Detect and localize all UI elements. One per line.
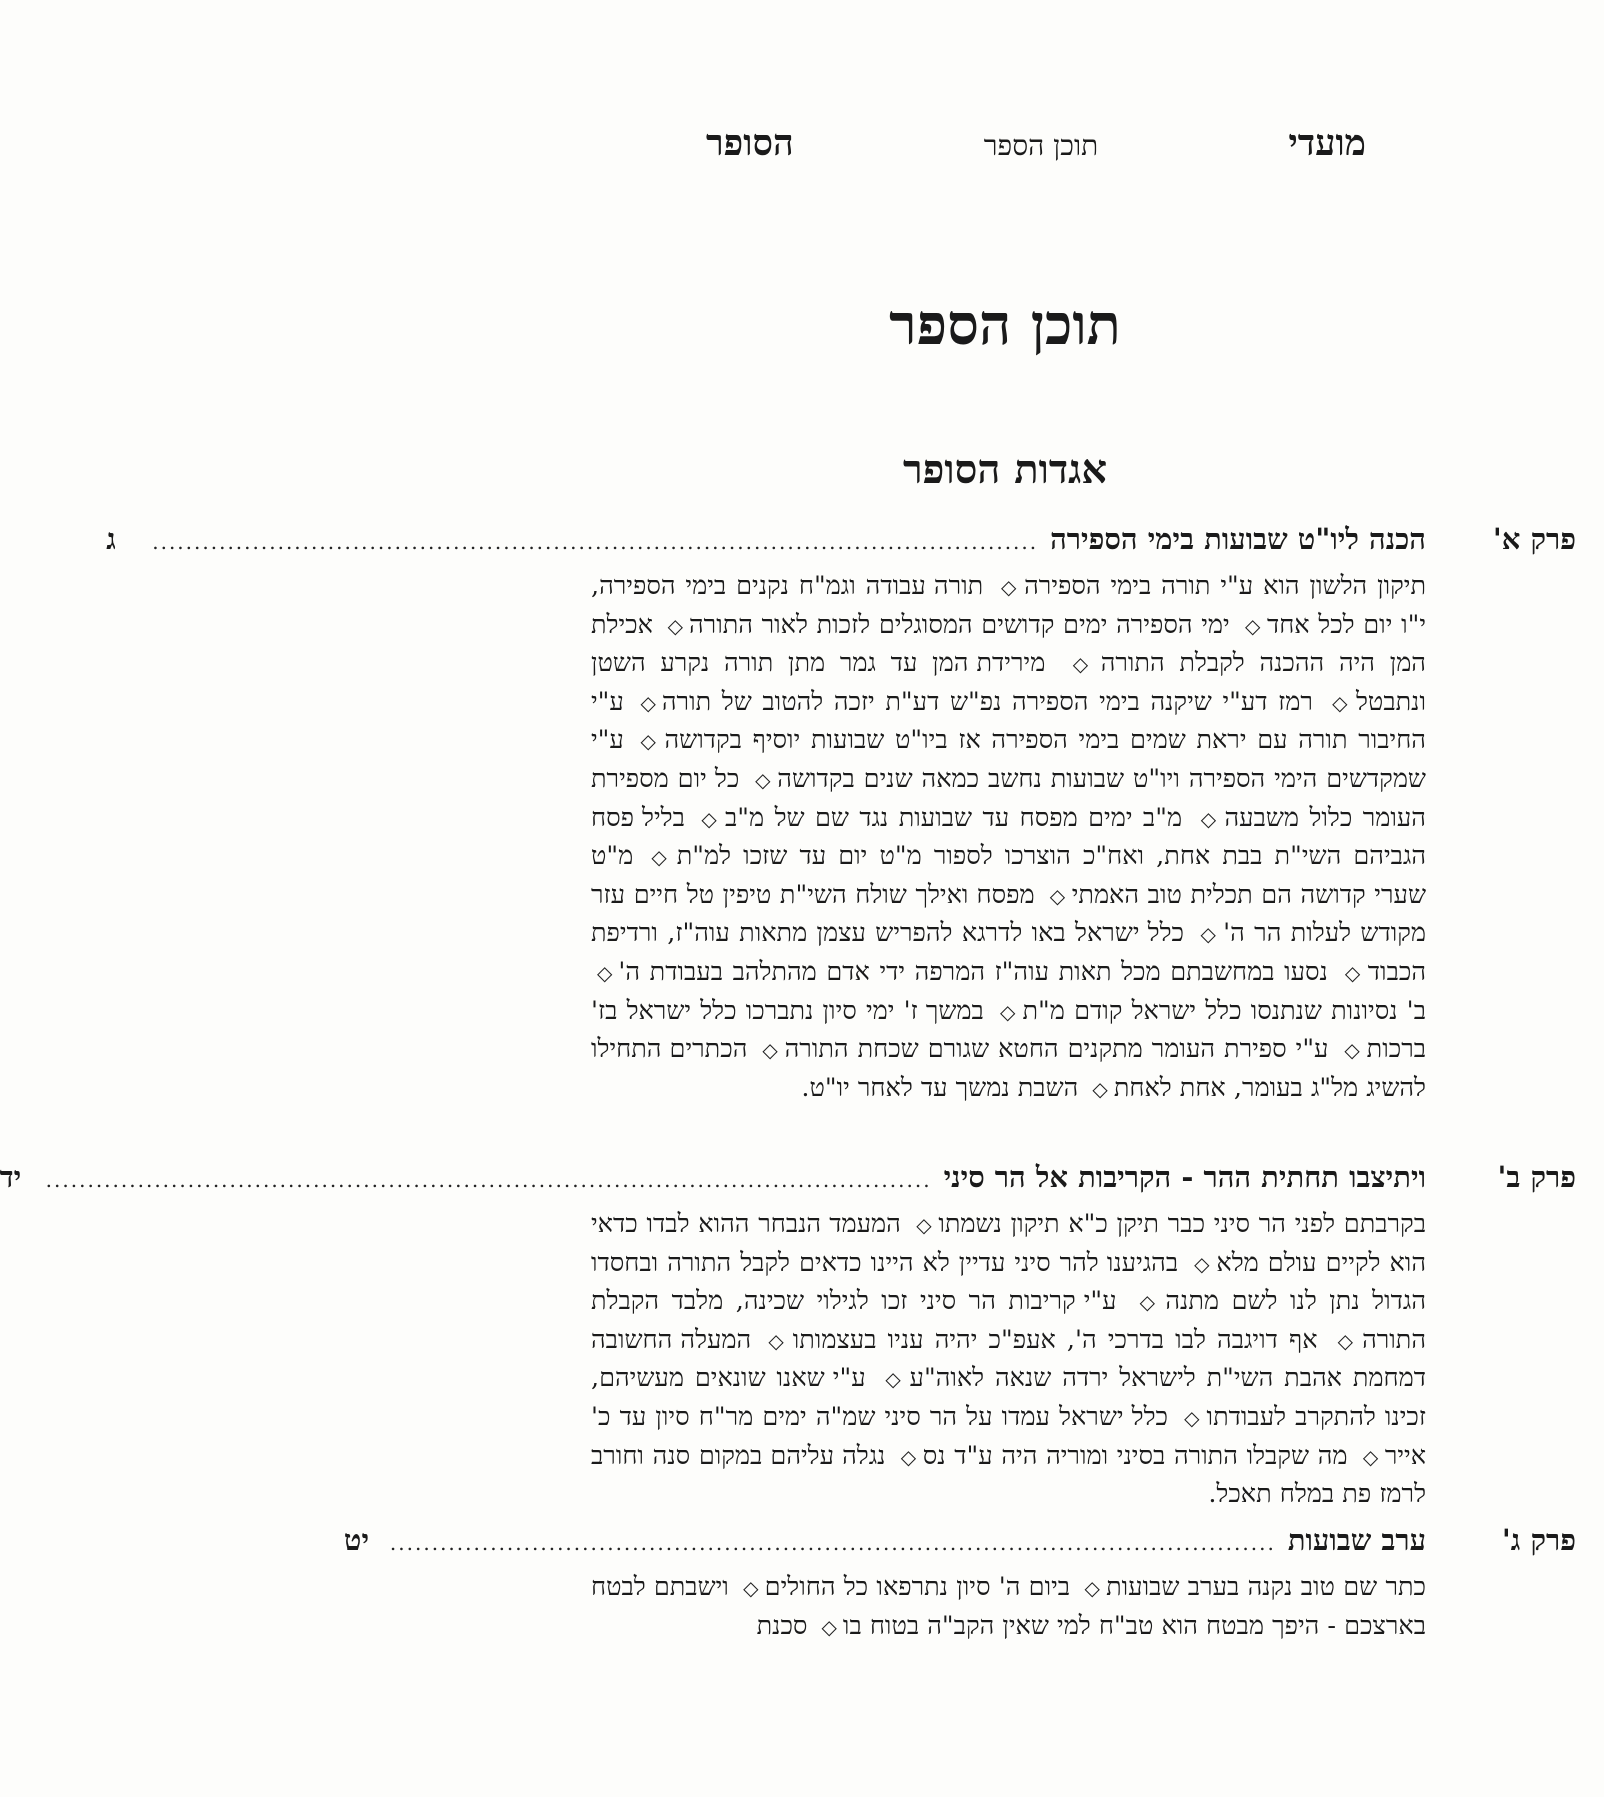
diamond-separator-icon: ◇ <box>900 1444 917 1469</box>
topic-item: המעלה החשובה דמחמת אהבת השי"ת לישראל ירדה שנאה לאוה"ע <box>591 1324 1426 1394</box>
topic-item: כל יום מספירת העומר כלול משבעה <box>591 763 1426 833</box>
running-header <box>706 122 1366 164</box>
chapter-label: פרק ב' <box>1497 1160 1576 1194</box>
topic-item: אכילת המן היה ההכנה לקבלת התורה <box>591 609 1426 679</box>
diamond-separator-icon: ◇ <box>1198 806 1219 831</box>
diamond-separator-icon: ◇ <box>998 999 1017 1024</box>
diamond-separator-icon: ◇ <box>742 1576 759 1600</box>
diamond-separator-icon: ◇ <box>637 729 659 754</box>
topic-item: המעמד הנבחר ההוא לבדו כדאי הוא לקיים עולם מלא <box>591 1209 1426 1278</box>
leader-dots: .......................................................................................................... <box>152 530 1039 554</box>
topic-item: מפסח ואילך שולח השי"ת טיפין טל חיים עזר מקודש לעלות הר ה' <box>591 879 1426 949</box>
topic-item: ע"י שאנו שונאים מעשיהם, זכינו להתקרב לעבודתו <box>591 1363 1426 1432</box>
diamond-separator-icon: ◇ <box>1135 1290 1160 1315</box>
topic-item: סכנת <box>756 1610 808 1641</box>
topic-item: כלל ישראל עמדו על הר סיני שמ"ה ימים מר"ח סיון עד כ' אייר <box>591 1401 1427 1471</box>
diamond-separator-icon: ◇ <box>667 613 684 638</box>
topic-item: ע"י החיבור תורה עם יראת שמים בימי הספירה אז ביו"ט שבועות יוסיף בקדושה <box>591 686 1426 756</box>
diamond-separator-icon: ◇ <box>1193 1251 1211 1276</box>
topic-item: הכתרים התחילו להשיג מל"ג בעומר, אחת לאחת <box>591 1034 1426 1103</box>
leader-dots: .......................................................................................................... <box>45 1168 932 1192</box>
topic-item: ע"י קריבות הר סיני זכו לגילוי שכינה, מלבד הקבלת התורה <box>591 1286 1426 1355</box>
diamond-separator-icon: ◇ <box>754 767 772 792</box>
diamond-separator-icon: ◇ <box>1049 883 1066 908</box>
topic-item: ביום ה' סיון נתרפאו כל החולים <box>764 1572 1071 1602</box>
chapter-heading <box>106 522 1576 562</box>
diamond-separator-icon: ◇ <box>765 1328 787 1353</box>
topic-item: מ"ט שערי קדושה הם תכלית טוב האמתי <box>591 841 1427 910</box>
header-center: תוכן הספר <box>983 129 1099 162</box>
topic-item: ב' נסיונות שנתנסו כלל ישראל קודם מ"ת <box>1022 995 1426 1026</box>
topic-item: אף דויגבה לבו בדרכי ה', אעפ"כ יהיה עניו בעצמותו <box>792 1324 1318 1355</box>
diamond-separator-icon: ◇ <box>1343 1038 1361 1063</box>
diamond-separator-icon: ◇ <box>1334 1328 1357 1353</box>
chapter-heading <box>0 1160 1576 1200</box>
page-title: תוכן הספר <box>889 292 1121 358</box>
topic-item: במשך ז' ימי סיון נתברכו כלל ישראל בז' ברכות <box>591 995 1427 1065</box>
topic-item: ימי הספירה ימים קדושים המסוגלים לזכות לאור התורה <box>689 609 1230 640</box>
chapter-label: פרק ג' <box>1501 1523 1576 1557</box>
diamond-separator-icon: ◇ <box>1362 1444 1379 1469</box>
diamond-separator-icon: ◇ <box>1199 922 1218 947</box>
diamond-separator-icon: ◇ <box>647 845 671 870</box>
diamond-separator-icon: ◇ <box>1343 960 1362 985</box>
topic-item: תורה עבודה וגמ"ח נקנים בימי הספירה, י"ו יום לכל אחד <box>591 571 1427 640</box>
topic-item: כלל ישראל באו לדרגא להפריש עצמן מתאות עוה"ז, ורדיפת הכבוד <box>591 918 1427 987</box>
diamond-separator-icon: ◇ <box>597 960 613 985</box>
leader-dots: .......................................................................................................... <box>389 1531 1276 1555</box>
diamond-separator-icon: ◇ <box>1244 613 1261 638</box>
diamond-separator-icon: ◇ <box>699 806 720 831</box>
diamond-separator-icon: ◇ <box>821 1614 837 1639</box>
topic-item: נגלה עליהם במקום סנה וחורב לרמז פת במלח תאכל. <box>591 1440 1426 1510</box>
chapter-title: הכנה ליו"ט שבועות בימי הספירה <box>1050 522 1426 556</box>
section-title: אגדות הסופר <box>902 446 1108 493</box>
header-left: הסופר <box>706 122 794 164</box>
chapter-page-number: יד <box>0 1160 22 1194</box>
topic-item: בליל פסח הגביהם השי"ת בבת אחת, ואח"כ הוצרכו לספור מ"ט יום עד שזכו למ"ת <box>591 802 1426 872</box>
topic-item: וישבתם לבטח בארצכם - היפך מבטח הוא טב"ח למי שאין הקב"ה בטוח בו <box>591 1572 1426 1641</box>
chapter-topics <box>591 1569 1426 1646</box>
diamond-separator-icon: ◇ <box>999 575 1019 599</box>
chapter-title: ערב שבועות <box>1287 1523 1426 1557</box>
topic-item: רמז דע"י שיקנה בימי הספירה נפ"ש דע"ת יזכה להטוב של תורה <box>661 686 1313 717</box>
topic-item: בקרבתם לפני הר סיני כבר תיקן כ"א תיקון נשמתו <box>938 1209 1426 1239</box>
chapter-3 <box>343 1523 1576 1646</box>
topic-item: מה שקבלו התורה בסיני ומוריה היה ע"ד נס <box>922 1440 1348 1471</box>
chapter-topics <box>591 1206 1426 1514</box>
diamond-separator-icon: ◇ <box>915 1213 933 1237</box>
diamond-separator-icon: ◇ <box>882 1367 904 1392</box>
chapter-label: פרק א' <box>1492 522 1576 556</box>
chapter-page-number: ג <box>106 522 116 556</box>
chapter-1 <box>106 522 1576 1108</box>
topic-item: ע"י שמקדשים הימי הספירה ויו"ט שבועות נחשב כמאה שנים בקדושה <box>591 725 1426 794</box>
diamond-separator-icon: ◇ <box>637 690 656 715</box>
chapter-title: ויתיצבו תחתית ההר - הקריבות אל הר סיני <box>943 1160 1426 1194</box>
diamond-separator-icon: ◇ <box>1066 652 1095 677</box>
diamond-separator-icon: ◇ <box>1329 690 1350 715</box>
topic-item: ע"י ספירת העומר מתקנים החטא שגורם שכחת התורה <box>784 1034 1329 1065</box>
topic-item: תיקון הלשון הוא ע"י תורה בימי הספירה <box>1024 571 1426 601</box>
topic-item: כתר שם טוב נקנה בערב שבועות <box>1106 1572 1427 1602</box>
chapter-page-number: יט <box>343 1523 370 1557</box>
header-right: מועדי <box>1288 122 1366 164</box>
diamond-separator-icon: ◇ <box>1084 1576 1101 1600</box>
diamond-separator-icon: ◇ <box>761 1038 779 1063</box>
chapter-topics <box>591 568 1426 1108</box>
topic-item: מ"ב ימים מפסח עד שבועות נגד שם של מ"ב <box>725 802 1183 833</box>
topic-item: מירידת המן עד גמר מתן תורה נקרע השטן ונתבטל <box>591 648 1426 717</box>
topic-item: בהגיענו להר סיני עדיין לא היינו כדאים לקבל התורה ובחסדו הגדול נתן לנו לשם מתנה <box>591 1247 1426 1317</box>
topic-item: נסעו במחשבתם מכל תאות עוה"ז המרפה ידי אדם מהתלהב בעבודת ה' <box>618 956 1328 987</box>
topic-item: השבת נמשך עד לאחר יו"ט. <box>801 1072 1079 1103</box>
diamond-separator-icon: ◇ <box>1092 1076 1108 1101</box>
chapter-heading <box>343 1523 1576 1563</box>
diamond-separator-icon: ◇ <box>1183 1405 1201 1430</box>
chapter-2 <box>0 1160 1576 1514</box>
